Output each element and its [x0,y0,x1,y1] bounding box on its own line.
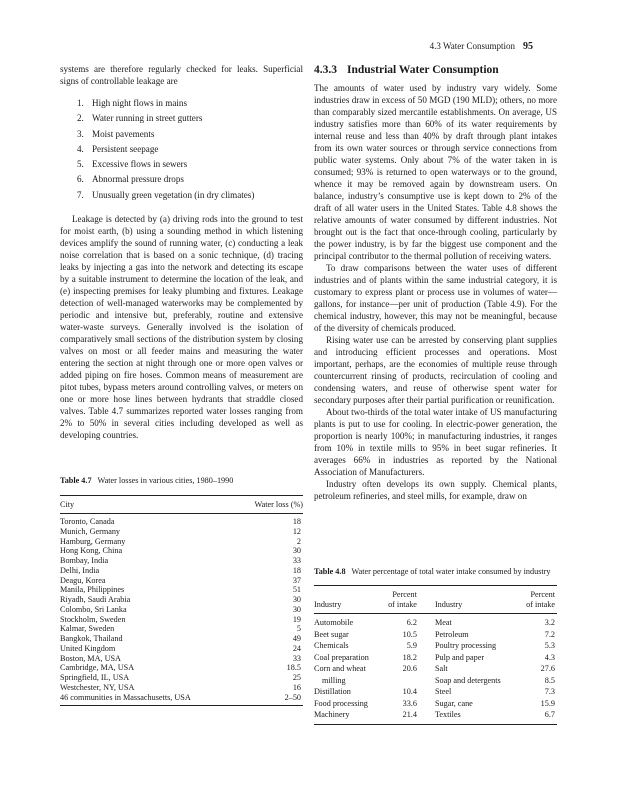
city-cell: United Kingdom [60,643,116,653]
table-row [60,624,303,634]
leakage-signs-list [60,96,303,203]
city-cell: Colombo, Sri Lanka [60,604,127,614]
table-row [60,514,303,527]
percent-cell: 10.5 [402,629,417,639]
water-loss-cell: 19 [292,614,301,624]
table-row [314,675,557,687]
table-4-7-label: Table 4.7 [60,476,92,485]
city-cell: Manila, Philippines [60,585,125,595]
percent-cell: 4.3 [544,652,555,662]
list-item-number: 1. [77,98,84,108]
column-header-industry-b: Industry [419,586,519,614]
percent-cell: 3.2 [544,618,555,627]
water-loss-cell: 12 [292,526,301,536]
list-item [60,96,303,111]
industry-cell: Poultry processing [434,641,497,650]
section-title: Industrial Water Consumption [347,64,499,76]
industry-cell: Food processing [314,698,368,708]
water-loss-cell: 33 [292,556,301,565]
list-item [60,142,303,157]
running-head-section: 4.3 Water Consumption [429,41,515,51]
industry-cell: milling [322,675,346,685]
city-cell: 46 communities in Massachusetts, USA [60,692,191,702]
table-row [60,683,303,693]
list-item-text: Water running in street gutters [92,113,203,124]
table-row [60,595,303,605]
section-number: 4.3.3 [314,64,337,76]
percent-cell: 27.6 [540,664,555,673]
percent-header-line1: Percent [530,590,555,599]
water-loss-cell: 30 [292,604,301,614]
industrial-paragraph-5: Industry often develops its own supply. Chemical plants, petroleum refineries, and steel mills, for example, draw on [314,479,557,501]
city-cell: Deagu, Korea [60,575,106,585]
percent-cell: 20.6 [402,664,417,673]
table-4-8-label: Table 4.8 [314,567,346,576]
leakage-detection-paragraph: Leakage is detected by (a) driving rods into the ground to test for moist earth, (b) using a sounding method in which listening devices amplify the sound of running water, (c) conducting a leak noise correlation that is based on a sonic technique, (d) tracing leaks by injecting a gas into the network and detecting its escape by a suitable instrument to determine the location of the leak, and (e) inspecting premises for leaky plumbing and fixtures. Leakage detection of well-managed waterworks may be complemented by periodic and intensive but, preferably, routine and extensive water-waste surveys. Generally involved is the isolation of comparatively small sections of the distribution system by closing valves on most or all feeder mains and measuring the water entering the section at night through one or more open valves or added piping on fire hoses. Common means of measurement are pitot tubes, bypass meters around controlling valves, or meters on one or more hose lines between hydrants that straddle closed valves. Table 4.7 summarizes reported water losses ranging from 2% to 50% in several cities including developed as well as developing countries. [60,214,303,441]
percent-cell: 33.6 [402,698,417,708]
percent-cell: 15.9 [540,698,555,708]
water-loss-cell: 2 [296,536,301,546]
industrial-paragraph-3: Rising water use can be arrested by conserving plant supplies and introducing efficient processes and operations. Most important, perhaps, are the economies of multiple reuse through countercurrent rinsing of products, recirculation of cooling and condensing waters, and reuse of otherwise spent water for secondary purposes after their partial purification or reunification. [314,335,557,405]
table-row [60,527,303,537]
industry-cell: Soap and detergents [434,675,501,685]
table-row [314,709,557,724]
table-row [60,546,303,556]
city-cell: Munich, Germany [60,526,121,536]
city-cell: Hamburg, Germany [60,536,126,546]
city-cell: Bangkok, Thailand [60,634,123,643]
table-row [314,614,557,629]
list-item-number: 4. [77,143,84,154]
industry-cell: Meat [434,618,452,627]
industry-cell: Distillation [314,687,351,696]
percent-header-line2: of intake [388,600,417,609]
water-loss-cell: 30 [292,595,301,604]
percent-cell: 7.3 [544,687,555,696]
table-row [60,654,303,664]
table-row [60,615,303,625]
table-4-7-caption [60,476,303,486]
table-row [60,634,303,644]
page-number: 95 [523,41,533,52]
city-cell: Toronto, Canada [60,517,115,526]
table-4-8-caption [314,567,557,577]
table-row [60,556,303,566]
right-column [314,63,557,502]
table-row [60,663,303,673]
column-header-industry-a: Industry [314,586,381,614]
water-loss-cell: 2–50 [284,692,301,702]
percent-cell: 8.5 [544,675,555,685]
industry-cell: Coal preparation [314,652,369,662]
table-row [60,693,303,706]
water-loss-cell: 5 [296,624,301,634]
water-loss-cell: 24 [292,643,301,653]
water-loss-cell: 33 [292,653,301,663]
city-cell: Boston, MA, USA [60,653,121,663]
water-loss-table [60,495,303,706]
industrial-paragraph-4: About two-thirds of the total water intake of US manufacturing plants is put to use for cooling. In electric-power generation, the proportion is nearly 100%; in manufacturing industries, it ranges from 10% in textile mills to 95% in beet sugar refineries. It averages 66% in industries as reported by the National Association of Manufacturers. [314,407,557,477]
table-row [314,663,557,675]
list-item [60,127,303,142]
water-loss-cell: 49 [292,634,301,643]
list-item-number: 2. [77,113,84,124]
industry-cell: Sugar, cane [434,698,473,708]
city-cell: Springfield, IL, USA [60,673,130,682]
water-loss-cell: 18.5 [286,663,301,673]
table-row [60,605,303,615]
table-row [314,698,557,710]
table-row [60,644,303,654]
left-column [60,63,303,441]
table-row [314,640,557,652]
water-loss-cell: 30 [292,546,301,556]
percent-header-line2: of intake [526,600,555,609]
percent-cell: 5.9 [406,641,417,650]
city-cell: Bombay, India [60,556,109,565]
percent-header-line1: Percent [392,590,417,599]
table-4-8-title: Water percentage of total water intake consumed by industry [351,567,551,576]
city-cell: Westchester, NY, USA [60,682,135,692]
list-item-text: Moist pavements [92,128,155,139]
section-heading [314,63,557,77]
city-cell: Kalmar, Sweden [60,624,115,634]
table-row [60,585,303,595]
table-4-7-title: Water losses in various cities, 1980–1990 [97,476,234,485]
column-header-percent-a [381,586,419,614]
industry-cell: Automobile [314,618,354,627]
column-header-city: City [60,496,237,514]
running-head [430,41,533,52]
list-item [60,157,303,172]
table-row [60,673,303,683]
industry-cell: Textiles [434,710,461,719]
column-header-percent-b [519,586,557,614]
table-row [60,566,303,576]
table-row [314,629,557,641]
table-row [314,686,557,698]
industry-cell: Pulp and paper [434,652,485,662]
percent-cell: 21.4 [402,710,417,719]
list-item-number: 5. [77,159,84,170]
water-loss-cell: 16 [292,682,301,692]
industrial-paragraph-1: The amounts of water used by industry vary widely. Some industries draw in excess of 50 MGD (190 MLD); others, no more than comparably sized mercantile establishments. On average, US industry satisfies more than 60% of its water requirements by internal reuse and less than 40% by draft through plant intakes from its own water sources or through service connections from public water systems. Only about 7% of the water taken in is consumed; 93% is returned to open waterways or to the ground, whence it may be removed again by downstream users. On balance, industry’s consumptive use is kept down to 2% of the draft of all water users in the United States. Table 4.8 shows the relative amounts of water consumed by different industries. Not brought out is the fact that once-through cooling, particularly by the power industry, is by far the biggest use component and the principal contributor to the thermal pollution of receiving waters. [314,83,557,261]
percent-cell [381,675,419,687]
industry-cell: Salt [434,664,448,673]
table-4-7 [60,476,303,706]
city-cell: Riyadh, Saudi Arabia [60,595,131,604]
list-item-text: Persistent seepage [92,143,159,154]
water-loss-cell: 18 [292,517,301,526]
intake-consumed-table [314,585,557,725]
table-4-8 [314,567,557,725]
intro-paragraph: systems are therefore regularly checked for leaks. Superficial signs of controllable leakage are [60,64,303,86]
city-cell: Delhi, India [60,565,100,575]
industrial-paragraph-2: To draw comparisons between the water uses of different industries and of plants within the same industrial category, it is customary to express plant or process use in volumes of water—gallons, for instance—per unit of production (Table 4.9). For the chemical industry, however, this may not be meaningful, because of the diversity of chemicals produced. [314,263,557,333]
list-item-number: 7. [77,189,84,200]
list-item-text: High night flows in mains [92,98,187,108]
list-item-text: Abnormal pressure drops [92,174,184,185]
list-item [60,172,303,187]
percent-cell: 5.3 [544,641,555,650]
water-loss-cell: 25 [292,673,301,682]
water-loss-cell: 18 [292,565,301,575]
list-item [60,188,303,203]
percent-cell: 6.7 [544,710,555,719]
column-header-water-loss: Water loss (%) [237,496,303,514]
list-item [60,111,303,126]
list-item-text: Unusually green vegetation (in dry climates) [92,189,255,200]
list-item-number: 6. [77,174,84,185]
industry-cell: Steel [434,687,452,696]
list-item-number: 3. [77,128,84,139]
city-cell: Hong Kong, China [60,546,123,556]
list-item-text: Excessive flows in sewers [92,159,188,170]
city-cell: Stockholm, Sweden [60,614,126,624]
table-row [314,652,557,664]
city-cell: Cambridge, MA, USA [60,663,135,673]
water-loss-cell: 37 [292,575,301,585]
industry-cell: Petroleum [434,629,469,639]
industry-cell: Machinery [314,710,350,719]
percent-cell: 6.2 [406,618,417,627]
industry-cell: Corn and wheat [314,664,366,673]
table-row [60,576,303,586]
water-loss-cell: 51 [292,585,301,595]
industry-cell: Chemicals [314,641,349,650]
percent-cell: 7.2 [544,629,555,639]
table-row [60,537,303,547]
percent-cell: 10.4 [402,687,417,696]
industry-cell: Beet sugar [314,629,349,639]
percent-cell: 18.2 [402,652,417,662]
